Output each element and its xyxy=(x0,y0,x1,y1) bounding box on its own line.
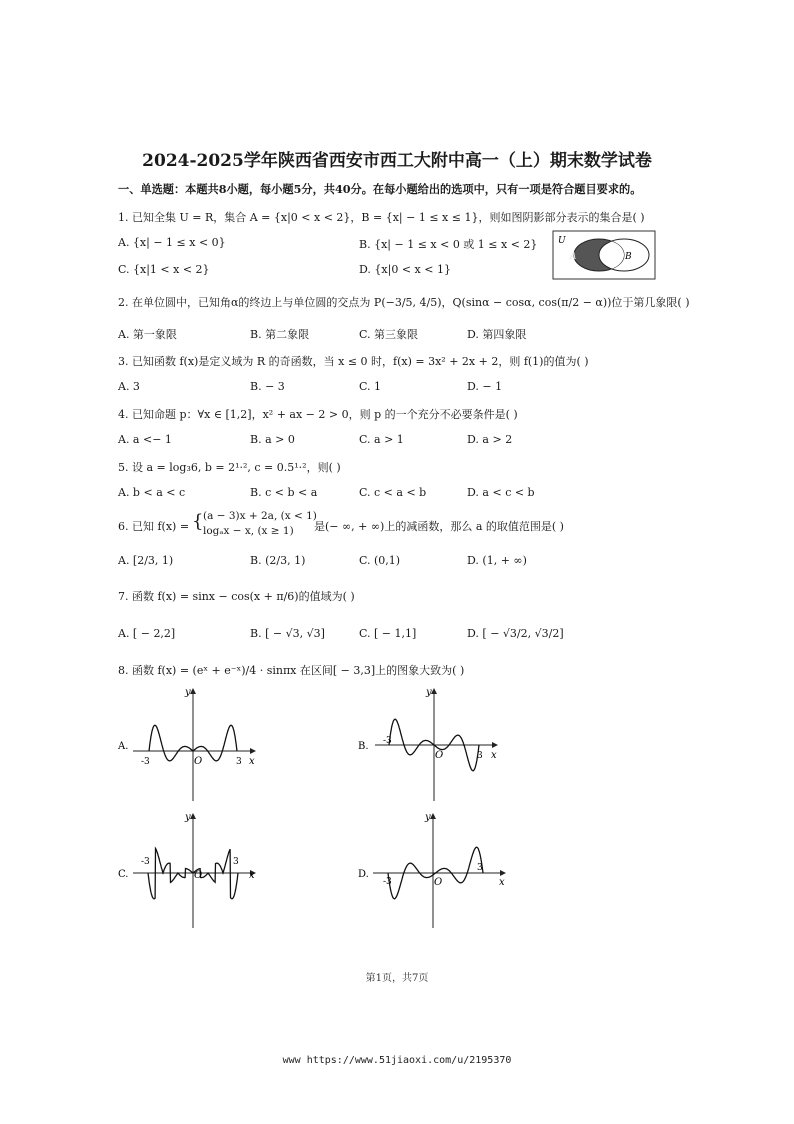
question-4-option-c: C. a > 1 xyxy=(359,433,404,446)
question-5-option-a: A. b < a < c xyxy=(118,486,186,499)
question-2-option-d: D. 第四象限 xyxy=(467,328,527,341)
y-axis-label: y xyxy=(185,812,191,823)
tick-pos3: 3 xyxy=(233,857,239,867)
question-2-option-a: A. 第一象限 xyxy=(118,328,177,341)
question-7-stem: 7. 函数 f(x) = sinx − cos(x + π/6)的值域为( ) xyxy=(118,590,355,603)
graph-label-a: A. xyxy=(118,741,129,752)
section-heading: 一、单选题：本题共8小题，每小题5分，共40分。在每小题给出的选项中，只有一项是符合题目要求的。 xyxy=(118,182,642,196)
question-5-stem: 5. 设 a = log₃6, b = 2¹·², c = 0.5¹·²，则( ) xyxy=(118,461,341,474)
graph-label-c: C. xyxy=(118,869,129,880)
page-footer: 第1页，共7页 xyxy=(365,973,429,984)
question-6-piece-2: logₐx − x, (x ≥ 1) xyxy=(203,525,294,537)
question-4-option-d: D. a > 2 xyxy=(467,433,513,446)
graph-label-d: D. xyxy=(358,869,369,880)
source-url: www https://www.51jiaoxi.com/u/2195370 xyxy=(282,1055,512,1066)
venn-diagram xyxy=(552,230,656,280)
piecewise-brace: { xyxy=(192,511,204,532)
origin-label: O xyxy=(194,870,203,881)
x-axis-label: x xyxy=(491,750,497,761)
y-axis-label: y xyxy=(185,687,191,698)
question-6-option-b: B. (2/3, 1) xyxy=(250,554,306,567)
tick-pos3: 3 xyxy=(477,751,483,761)
question-6-option-d: D. (1, + ∞) xyxy=(467,554,527,567)
question-5-option-b: B. c < b < a xyxy=(250,486,318,499)
question-4-option-b: B. a > 0 xyxy=(250,433,295,446)
venn-label-a: A xyxy=(570,252,577,262)
question-6-piece-1: (a − 3)x + 2a, (x < 1) xyxy=(203,510,317,522)
question-7-option-a: A. [ − 2,2] xyxy=(118,627,176,640)
question-7-option-d: D. [ − √3/2, √3/2] xyxy=(467,627,564,640)
graph-option-d xyxy=(355,808,515,933)
question-4-option-a: A. a <− 1 xyxy=(118,433,172,446)
origin-label: O xyxy=(435,750,444,761)
question-2-option-b: B. 第二象限 xyxy=(250,328,310,341)
question-3-option-a: A. 3 xyxy=(118,380,140,393)
question-3-stem: 3. 已知函数 f(x)是定义域为 R 的奇函数，当 x ≤ 0 时，f(x) = 3x² + 2x + 2，则 f(1)的值为( ) xyxy=(118,355,589,368)
question-1-option-c: C. {x|1 < x < 2} xyxy=(118,263,210,276)
graph-option-b xyxy=(355,683,505,808)
question-2-option-c: C. 第三象限 xyxy=(359,328,419,341)
tick-neg3: -3 xyxy=(383,877,392,887)
question-1-stem: 1. 已知全集 U = R，集合 A = {x|0 < x < 2}，B = {x| − 1 ≤ x ≤ 1}，则如图阴影部分表示的集合是( ) xyxy=(118,211,645,224)
question-7-option-c: C. [ − 1,1] xyxy=(359,627,417,640)
question-1-option-b: B. {x| − 1 ≤ x < 0 或 1 ≤ x < 2} xyxy=(359,238,538,251)
question-2-stem: 2. 在单位圆中，已知角α的终边上与单位圆的交点为 P(−3/5, 4/5)，Q(sinα − cosα, cos(π/2 − α))位于第几象限( ) xyxy=(118,296,690,309)
question-5-option-c: C. c < a < b xyxy=(359,486,427,499)
x-axis-label: x xyxy=(249,756,255,767)
venn-label-u: U xyxy=(558,236,566,246)
venn-label-b: B xyxy=(625,252,632,262)
question-3-option-d: D. − 1 xyxy=(467,380,503,393)
x-axis-label: x xyxy=(499,877,505,888)
question-6-option-c: C. (0,1) xyxy=(359,554,401,567)
origin-label: O xyxy=(434,877,443,888)
question-8-stem: 8. 函数 f(x) = (eˣ + e⁻ˣ)/4 · sinπx 在区间[ − 3,3]上的图象大致为( ) xyxy=(118,664,465,677)
graph-option-c xyxy=(115,808,265,933)
question-7-option-b: B. [ − √3, √3] xyxy=(250,627,325,640)
tick-neg3: -3 xyxy=(141,757,150,767)
tick-neg3: -3 xyxy=(383,736,392,746)
question-1-option-a: A. {x| − 1 ≤ x < 0} xyxy=(118,236,226,249)
y-axis-label: y xyxy=(426,687,432,698)
graph-option-a xyxy=(115,683,265,808)
question-3-option-c: C. 1 xyxy=(359,380,382,393)
x-axis-label: x xyxy=(249,870,255,881)
question-1-option-d: D. {x|0 < x < 1} xyxy=(359,263,451,276)
question-6-stem-prefix: 6. 已知 f(x) = xyxy=(118,520,190,533)
tick-neg3: -3 xyxy=(141,857,150,867)
question-5-option-d: D. a < c < b xyxy=(467,486,535,499)
page-title: 2024-2025学年陕西省西安市西工大附中高一（上）期末数学试卷 xyxy=(142,151,652,171)
tick-pos3: 3 xyxy=(477,863,483,873)
graph-label-b: B. xyxy=(358,741,369,752)
question-6-option-a: A. [2/3, 1) xyxy=(118,554,174,567)
y-axis-label: y xyxy=(425,812,431,823)
origin-label: O xyxy=(194,756,203,767)
question-4-stem: 4. 已知命题 p：∀x ∈ [1,2]，x² + ax − 2 > 0，则 p 的一个充分不必要条件是( ) xyxy=(118,408,518,421)
question-6-stem-suffix: 是(− ∞, + ∞)上的减函数，那么 a 的取值范围是( ) xyxy=(314,520,564,533)
tick-pos3: 3 xyxy=(236,757,242,767)
question-3-option-b: B. − 3 xyxy=(250,380,285,393)
